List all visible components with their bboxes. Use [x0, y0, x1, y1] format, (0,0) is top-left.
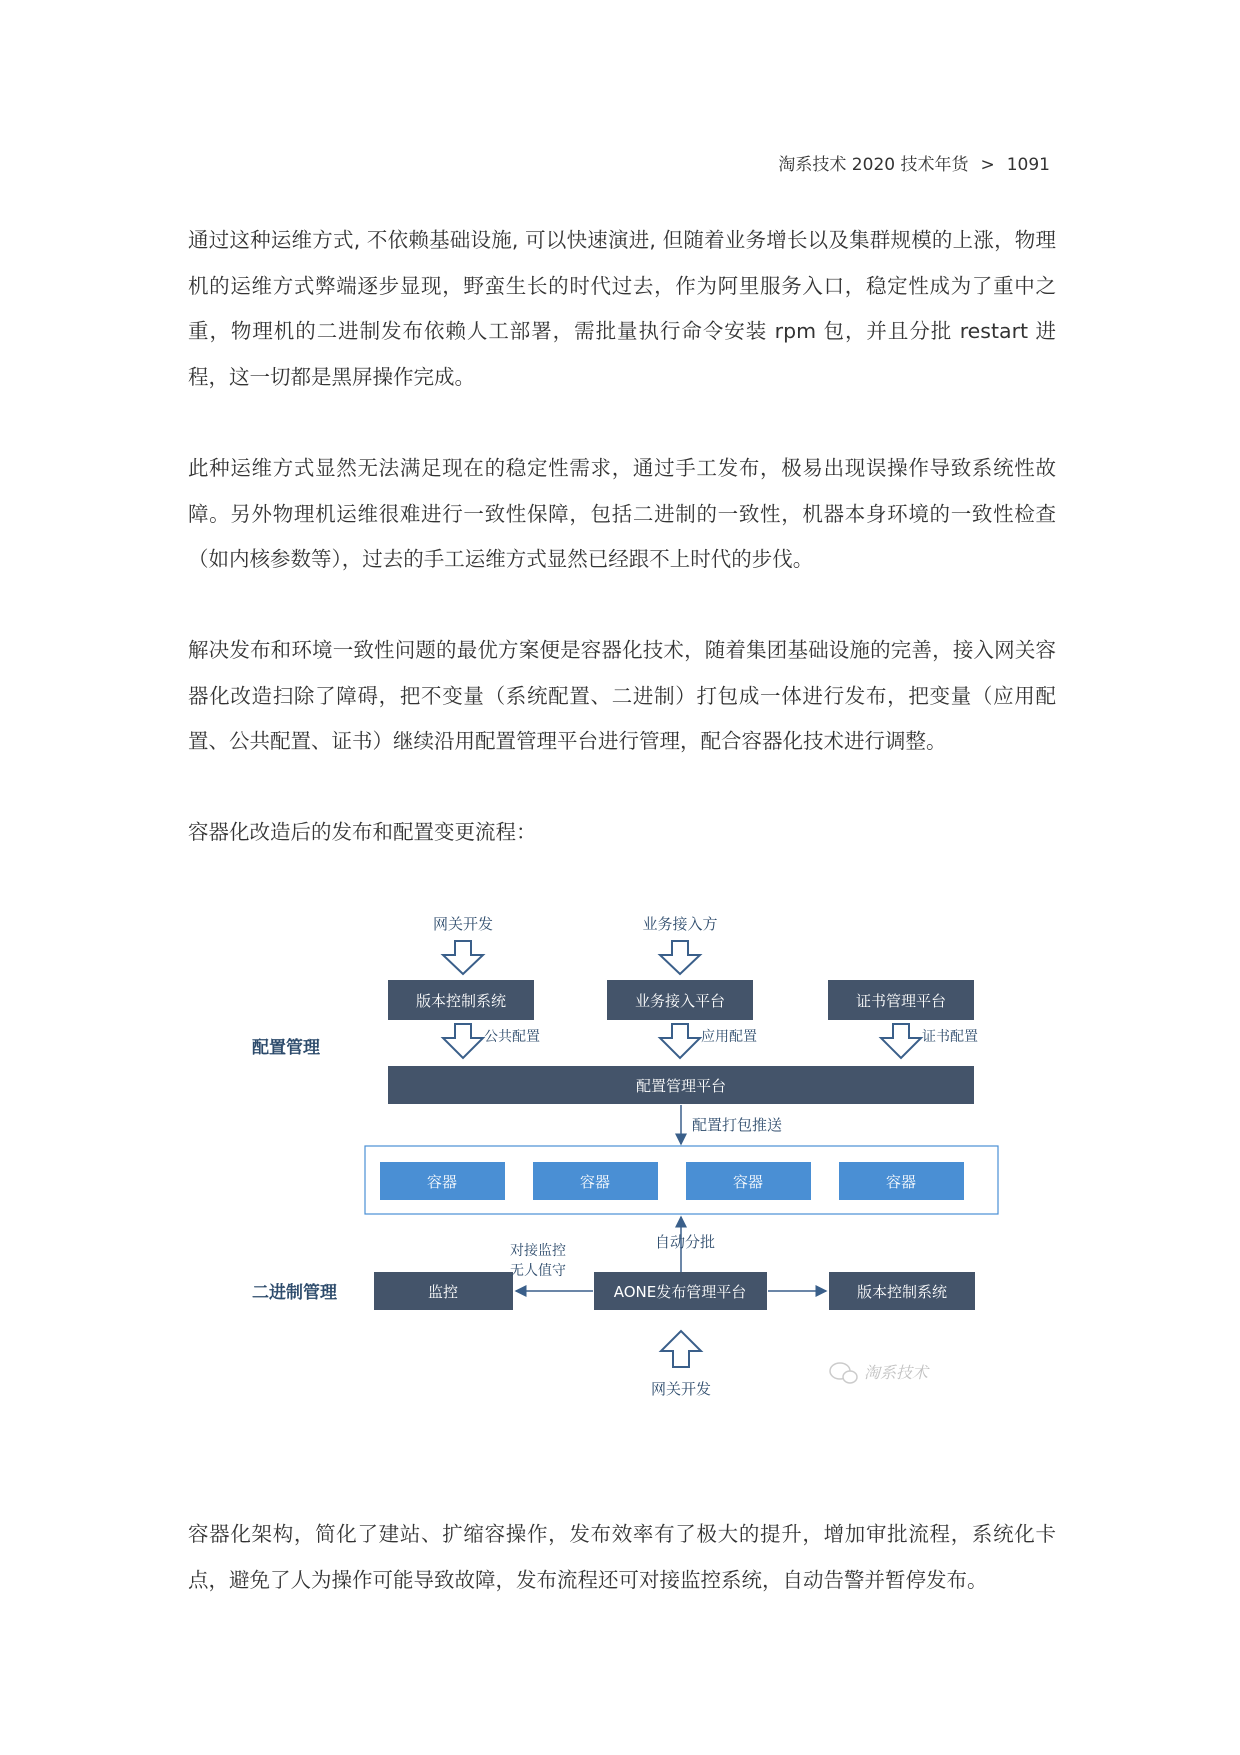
- paragraph-2: 此种运维方式显然无法满足现在的稳定性需求，通过手工发布，极易出现误操作导致系统性故障。另外物理机运维很难进行一致性保障，包括二进制的一致性，机器本身环境的一致性检查（如内核参数等），过去的手工运维方式显然已经跟不上时代的步伐。: [188, 456, 1056, 571]
- container-label-2: 容器: [579, 1173, 611, 1191]
- container-label-1: 容器: [426, 1173, 458, 1191]
- section-binary-mgmt: 二进制管理: [252, 1283, 337, 1303]
- watermark-text: 淘系技术: [864, 1363, 929, 1382]
- paragraph-3: 解决发布和环境一致性问题的最优方案便是容器化技术，随着集团基础设施的完善，接入网关容器化改造扫除了障碍，把不变量（系统配置、二进制）打包成一体进行发布，把变量（应用配置、公共配置、证书）继续沿用配置管理平台进行管理，配合容器化技术进行调整。: [188, 638, 1056, 753]
- book-title: 淘系技术 2020 技术年货: [778, 155, 969, 175]
- flow-diagram: [240, 900, 1020, 1460]
- config-platform-label: 配置管理平台: [635, 1077, 727, 1095]
- down-hollow-arrow-icon: [660, 1024, 700, 1058]
- section-config-mgmt: 配置管理: [252, 1038, 320, 1058]
- header-separator: >: [980, 155, 995, 175]
- watermark: [830, 1363, 930, 1383]
- page-number: 1091: [1006, 155, 1050, 175]
- auto-batch-label: 自动分批: [654, 1233, 716, 1251]
- bottom-gateway-dev: 网关开发: [650, 1380, 712, 1398]
- aone-box-label: AONE发布管理平台: [613, 1283, 747, 1301]
- wechat-icon-small: [843, 1371, 857, 1383]
- public-config-label: 公共配置: [484, 1029, 540, 1045]
- paragraph-1: 通过这种运维方式, 不依赖基础设施, 可以快速演进, 但随着业务增长以及集群规模的上涨，物理机的运维方式弊端逐步显现，野蛮生长的时代过去，作为阿里服务入口，稳定性成为了重中之重，物理机的二进制发布依赖人工部署，需批量执行命令安装 rpm 包，并且分批 restart 进程，这一切都是黑屏操作完成。: [188, 228, 1056, 389]
- paragraph-5: 容器化架构，简化了建站、扩缩容操作，发布效率有了极大的提升，增加审批流程，系统化卡点，避免了人为操作可能导致故障，发布流程还可对接监控系统，自动告警并暂停发布。: [188, 1522, 1056, 1592]
- monitor-box-label: 监控: [427, 1283, 459, 1301]
- down-hollow-arrow-icon: [443, 1024, 483, 1058]
- container-label-4: 容器: [885, 1173, 917, 1191]
- down-hollow-arrow-icon: [660, 941, 700, 974]
- monitor-label-line2: 无人值守: [510, 1263, 566, 1279]
- container-label-3: 容器: [732, 1173, 764, 1191]
- source-biz-access: 业务接入方: [642, 915, 718, 933]
- paragraph-4: 容器化改造后的发布和配置变更流程：: [188, 820, 537, 844]
- vcs-box-label: 版本控制系统: [415, 992, 507, 1010]
- app-config-label: 应用配置: [701, 1029, 757, 1045]
- vcs2-box-label: 版本控制系统: [856, 1283, 948, 1301]
- biz-platform-box-label: 业务接入平台: [634, 992, 726, 1010]
- cert-box-label: 证书管理平台: [855, 992, 947, 1010]
- cert-config-label: 证书配置: [922, 1029, 978, 1045]
- source-gateway-dev: 网关开发: [432, 915, 494, 933]
- page-header: [778, 150, 1050, 175]
- pack-push-label: 配置打包推送: [692, 1116, 783, 1134]
- monitor-label-line1: 对接监控: [510, 1243, 566, 1259]
- up-hollow-arrow-icon: [661, 1331, 701, 1367]
- down-hollow-arrow-icon: [881, 1024, 921, 1058]
- down-hollow-arrow-icon: [443, 941, 483, 974]
